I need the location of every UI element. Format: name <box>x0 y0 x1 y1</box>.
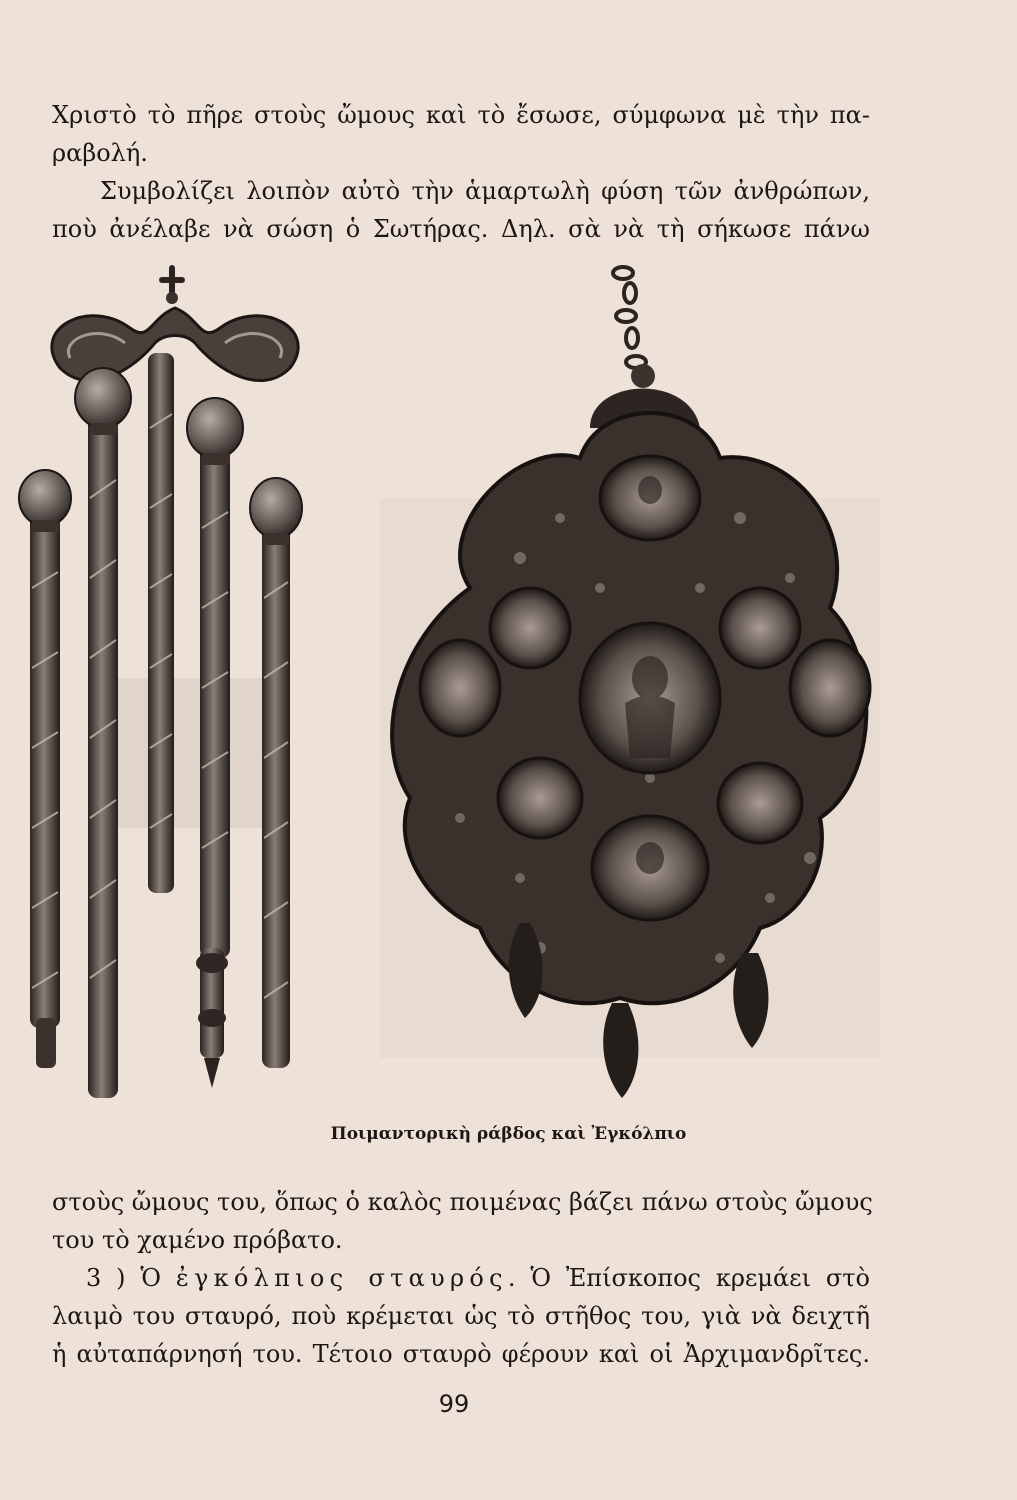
text-line: Συμβολίζει λοιπὸν αὐτὸ τὴν ἁμαρτωλὴ φύση τῶν ἀνθρώπων, <box>100 177 870 205</box>
page-number: 99 <box>438 1390 470 1418</box>
figure-caption: Ποιμαντορικὴ ράβδος καὶ Ἐγκόλπιο <box>330 1124 687 1144</box>
text-line <box>86 1263 870 1293</box>
text-line: ποὺ ἀνέλαβε νὰ σώση ὁ Σωτήρας. Δηλ. σὰ νὰ τὴ σήκωσε πάνω <box>52 215 870 243</box>
text-line: ἡ αὐταπάρνησή του. Τέτοιο σταυρὸ φέρουν καὶ οἱ Ἀρχιμανδρῖτες. <box>52 1340 870 1368</box>
list-number-text: 3 ) Ὁ <box>86 1264 176 1292</box>
text-line: ραβολή. <box>52 139 148 167</box>
text-fragment: . Ὁ Ἐπίσκοπος κρεμάει στὸ <box>507 1264 870 1292</box>
photo-figure <box>0 258 1017 1108</box>
text-line: στοὺς ὤμους του, ὅπως ὁ καλὸς ποιμένας βάζει πάνω στοὺς ὤμους <box>52 1188 873 1216</box>
emphasized-term: ἐγκόλπιος σταυρός <box>175 1264 508 1292</box>
text-line: λαιμὸ του σταυρό, ποὺ κρέμεται ὡς τὸ στῆθος του, γιὰ νὰ δειχτῆ <box>52 1302 870 1330</box>
text-line: του τὸ χαμένο πρόβατο. <box>52 1226 343 1254</box>
text-line: Χριστὸ τὸ πῆρε στοὺς ὤμους καὶ τὸ ἔσωσε, σύμφωνα μὲ τὴν πα- <box>52 101 870 129</box>
